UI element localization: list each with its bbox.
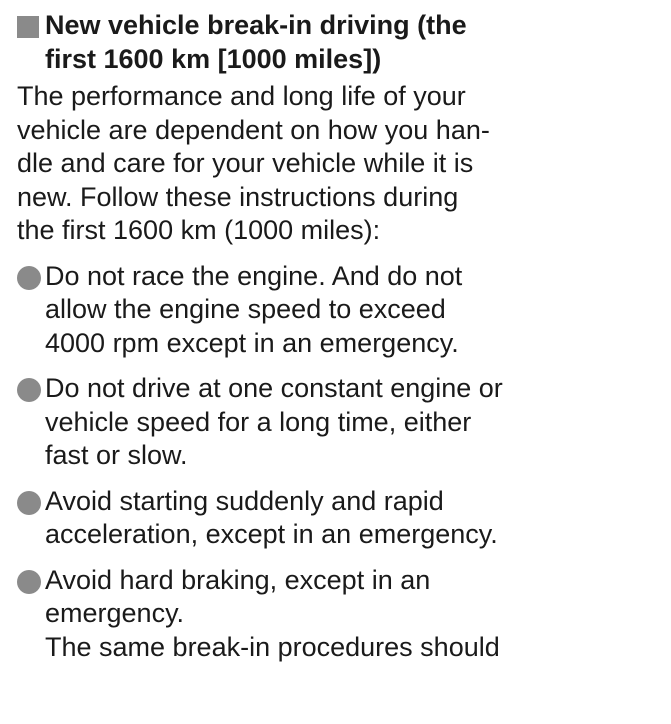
intro-line: vehicle are dependent on how you han-: [17, 114, 490, 145]
list-item-line: emergency.: [45, 598, 185, 628]
list-item-line: The same break-in procedures should: [45, 631, 500, 662]
list-item-line: Do not drive at one constant engine or: [45, 373, 503, 403]
list-item-line: Avoid starting suddenly and rapid: [45, 485, 444, 516]
bullet-dot-icon: [17, 570, 41, 594]
intro-line: the first 1600 km (1000 miles):: [17, 215, 381, 245]
list-item-line: fast or slow.: [45, 440, 188, 470]
intro-paragraph: [17, 80, 657, 248]
bullet-dot-icon: [17, 491, 41, 515]
list-item-line: 4000 rpm except in an emergency.: [45, 327, 459, 358]
intro-line: dle and care for your vehicle while it is: [17, 148, 474, 178]
instruction-list: [17, 260, 657, 665]
heading-line: first 1600 km [1000 miles]): [45, 44, 382, 74]
bullet-dot-icon: [17, 378, 41, 402]
bullet-dot-icon: [17, 266, 41, 290]
section-heading: [17, 8, 657, 76]
intro-line: The performance and long life of your: [17, 81, 466, 111]
intro-line: new. Follow these instructions during: [17, 181, 459, 212]
list-item: [17, 260, 657, 361]
list-item: [17, 564, 657, 665]
list-item-line: acceleration, except in an emergency.: [45, 519, 498, 549]
section-marker-icon: [17, 16, 39, 38]
heading-line: New vehicle break-in driving (the: [45, 10, 467, 40]
list-item-line: vehicle speed for a long time, either: [45, 406, 472, 437]
list-item: [17, 372, 657, 473]
list-item: [17, 485, 657, 552]
list-item-line: Avoid hard braking, except in an: [45, 564, 431, 595]
document-page: [17, 8, 657, 676]
list-item-line: allow the engine speed to exceed: [45, 294, 446, 324]
list-item-line: Do not race the engine. And do not: [45, 260, 463, 291]
